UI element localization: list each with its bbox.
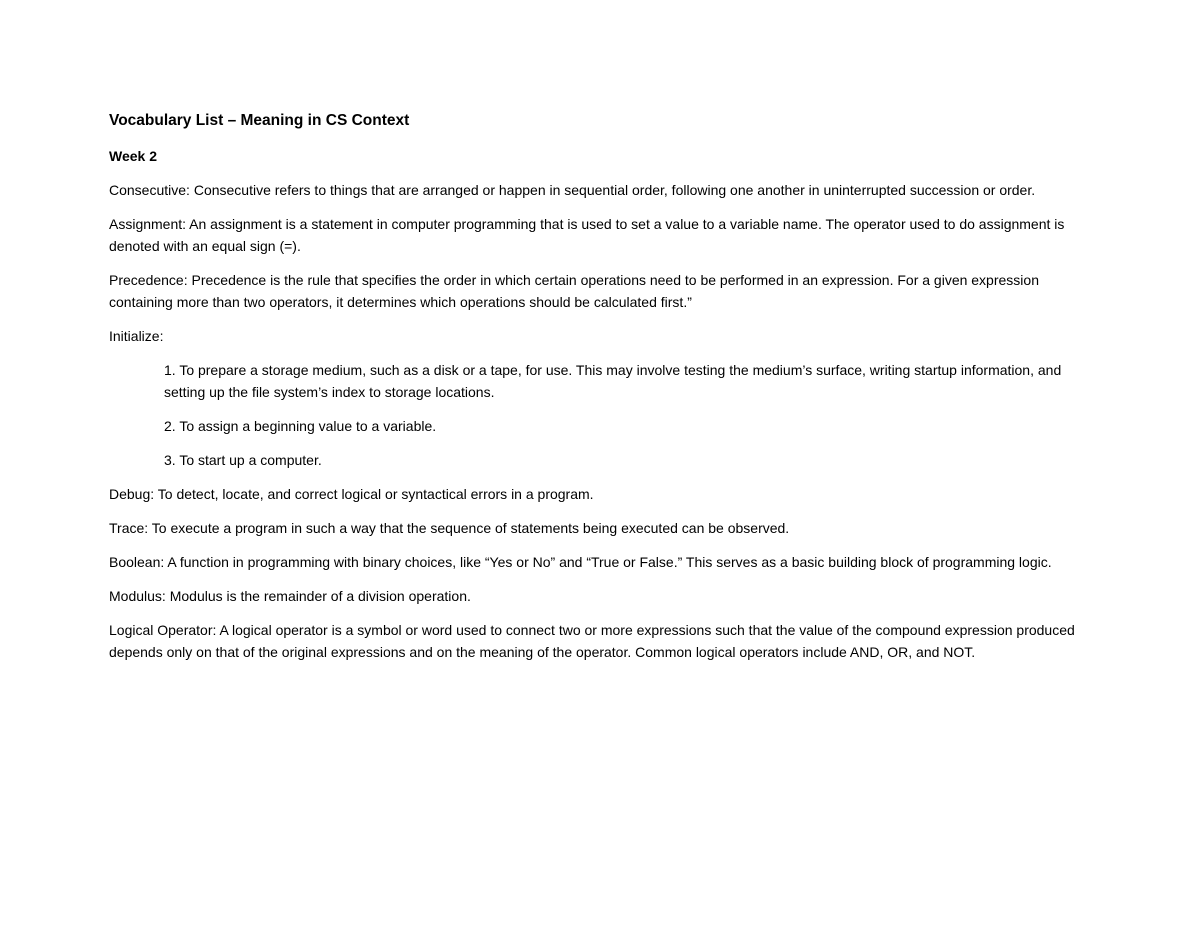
definition-trace: To execute a program in such a way that the sequence of statements being executed can be observed. <box>151 520 790 536</box>
term-initialize: Initialize: <box>109 328 164 344</box>
term-assignment: Assignment: <box>109 216 187 232</box>
entry-modulus <box>109 585 1089 607</box>
initialize-list <box>109 359 1089 471</box>
definition-modulus: Modulus is the remainder of a division operation. <box>169 588 471 604</box>
term-debug: Debug: <box>109 486 155 502</box>
week-heading: Week 2 <box>109 148 157 164</box>
definition-logical-operator: A logical operator is a symbol or word used to connect two or more expressions such that the value of the compound expression produced depends only on that of the original expressions and on the meaning of the operator. Common logical operators include AND, OR, and NOT. <box>109 622 1075 660</box>
definition-precedence: Precedence is the rule that specifies the order in which certain operations need to be performed in an expression. For a given expression containing more than two operators, it determines which operations should be calculated first.” <box>109 272 1039 310</box>
term-boolean: Boolean: <box>109 554 165 570</box>
list-item: 2. To assign a beginning value to a variable. <box>164 418 437 434</box>
term-modulus: Modulus: <box>109 588 166 604</box>
term-logical-operator: Logical Operator: <box>109 622 217 638</box>
term-trace: Trace: <box>109 520 149 536</box>
list-item: 1. To prepare a storage medium, such as a disk or a tape, for use. This may involve testing the medium’s surface, writing startup information, and setting up the file system’s index to storage locations. <box>164 362 1062 400</box>
entry-boolean <box>109 551 1089 573</box>
entry-precedence <box>109 269 1089 313</box>
entry-logical-operator <box>109 619 1089 663</box>
term-precedence: Precedence: <box>109 272 188 288</box>
term-consecutive: Consecutive: <box>109 182 190 198</box>
definition-assignment: An assignment is a statement in computer programming that is used to set a value to a variable name. The operator used to do assignment is denoted with an equal sign (=). <box>109 216 1065 254</box>
entry-assignment <box>109 213 1089 257</box>
entry-initialize <box>109 325 1089 347</box>
definition-consecutive: Consecutive refers to things that are arranged or happen in sequential order, following one another in uninterrupted succession or order. <box>193 182 1036 198</box>
entry-trace <box>109 517 1089 539</box>
entry-debug <box>109 483 1089 505</box>
entry-consecutive <box>109 179 1089 201</box>
list-item: 3. To start up a computer. <box>164 452 322 468</box>
definition-debug: To detect, locate, and correct logical or syntactical errors in a program. <box>157 486 594 502</box>
definition-boolean: A function in programming with binary choices, like “Yes or No” and “True or False.” This serves as a basic building block of programming logic. <box>167 554 1052 570</box>
document-page <box>109 110 1089 675</box>
page-title: Vocabulary List – Meaning in CS Context <box>109 112 410 129</box>
